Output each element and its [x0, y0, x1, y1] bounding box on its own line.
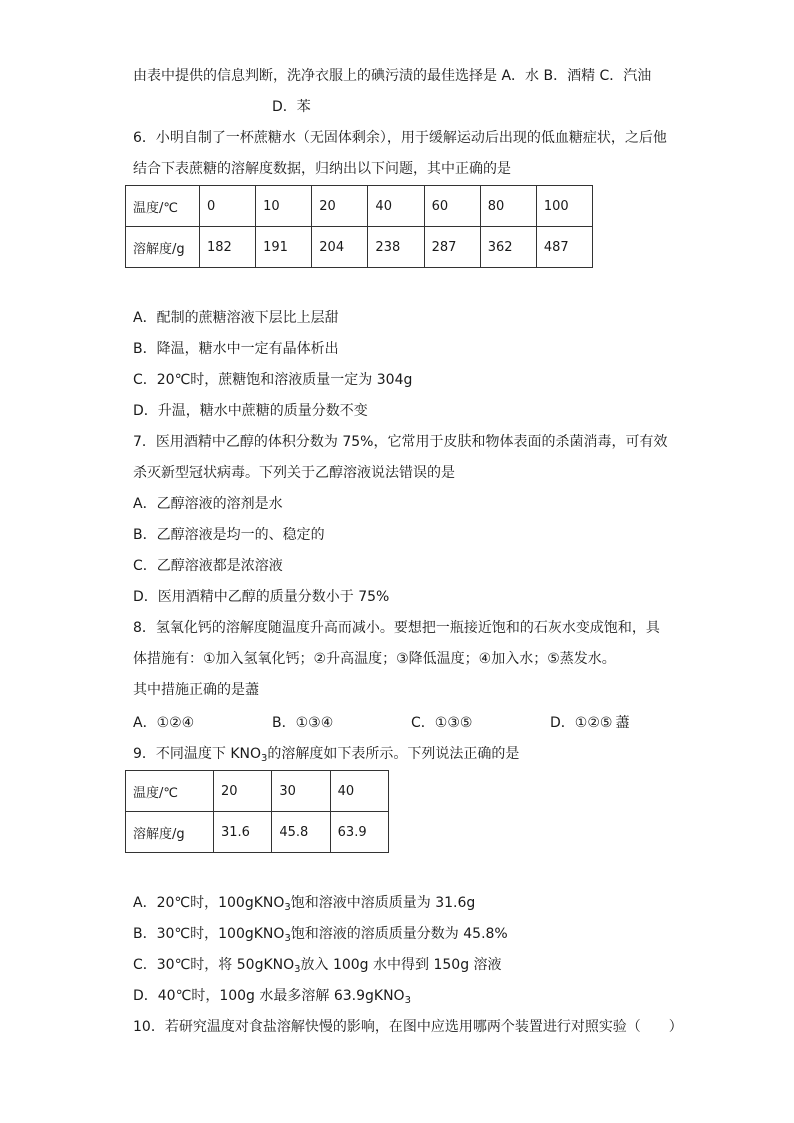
text: 放入 100g 水中得到 150g 溶液: [300, 957, 502, 973]
table-cell: 温度/℃: [126, 771, 214, 812]
table-row: [126, 771, 389, 812]
table-cell: 30: [272, 771, 330, 812]
q6-option-a: A．配制的蔗糖溶液下层比上层甜: [133, 310, 339, 326]
table-cell: 溶解度/g: [126, 227, 200, 268]
table-cell: 287: [424, 227, 480, 268]
q8-stem-line3: [133, 680, 259, 700]
table-row: [126, 812, 389, 853]
table-cell: 温度/℃: [126, 186, 200, 227]
q8-stray-mark: 藎: [615, 715, 630, 731]
text: C．30℃时，将 50gKNO: [133, 957, 295, 973]
table-cell: 10: [256, 186, 312, 227]
q8-stray-mark: 藎: [245, 682, 259, 698]
table-cell: 20: [214, 771, 272, 812]
q8-option-a: A．①②④: [133, 715, 195, 731]
q7-stem-line2: 杀灭新型冠状病毒。下列关于乙醇溶液说法错误的是: [133, 465, 455, 481]
text: 饱和溶液中溶质质量为 31.6g: [290, 895, 476, 911]
table-row: [126, 186, 593, 227]
table-cell: 182: [200, 227, 256, 268]
table-cell: 0: [200, 186, 256, 227]
table-cell: 238: [368, 227, 424, 268]
q9-option-b: [133, 924, 508, 944]
q7-stem-line1: 7．医用酒精中乙醇的体积分数为 75%，它常用于皮肤和物体表面的杀菌消毒，可有效: [133, 434, 668, 450]
table-cell: 100: [536, 186, 592, 227]
q6-stem-line1: 6．小明自制了一杯蔗糖水（无固体剩余），用于缓解运动后出现的低血糖症状，之后他: [133, 130, 667, 146]
q9-option-a: [133, 893, 475, 913]
q7-option-b: B．乙醇溶液是均一的、稳定的: [133, 527, 325, 543]
text: A．20℃时，100gKNO: [133, 895, 285, 911]
q9-stem: [133, 744, 519, 764]
q8-stem-text: 其中措施正确的是: [133, 682, 245, 698]
q9-stem-post: 的溶解度如下表所示。下列说法正确的是: [267, 746, 520, 762]
q8-stem-line1: 8．氢氧化钙的溶解度随温度升高而减小。要想把一瓶接近饱和的石灰水变成饱和，具: [133, 620, 660, 636]
table-cell: 80: [480, 186, 536, 227]
table-cell: 191: [256, 227, 312, 268]
text: B．30℃时，100gKNO: [133, 926, 285, 942]
table-cell: 63.9: [330, 812, 388, 853]
subscript: 3: [404, 995, 411, 1006]
table-cell: 40: [330, 771, 388, 812]
subscript: 3: [284, 933, 291, 944]
q6-option-d: D．升温，糖水中蔗糖的质量分数不变: [133, 403, 368, 419]
q8-stem-line2: 体措施有：①加入氢氧化钙；②升高温度；③降低温度；④加入水；⑤蒸发水。: [133, 651, 616, 667]
table-cell: 20: [312, 186, 368, 227]
table-cell: 31.6: [214, 812, 272, 853]
table-cell: 204: [312, 227, 368, 268]
q5-option-d: D．苯: [272, 99, 311, 115]
q7-option-a: A．乙醇溶液的溶剂是水: [133, 496, 283, 512]
q8-option-d: D．①②⑤: [550, 715, 613, 731]
text: 饱和溶液的溶质质量分数为 45.8%: [290, 926, 508, 942]
q7-option-d: D．医用酒精中乙醇的质量分数小于 75%: [133, 589, 390, 605]
table-cell: 40: [368, 186, 424, 227]
subscript: 3: [284, 902, 291, 913]
q5-line1: 由表中提供的信息判断，洗净衣服上的碘污渍的最佳选择是 A．水 B．酒精 C．汽油: [133, 68, 652, 84]
q8-option-b: B．①③④: [272, 715, 334, 731]
q9-option-c: [133, 955, 502, 975]
table-cell: 60: [424, 186, 480, 227]
kno3-solubility-table: [125, 770, 389, 853]
q7-option-c: C．乙醇溶液都是浓溶液: [133, 558, 283, 574]
sucrose-solubility-table: [125, 185, 593, 268]
q6-option-b: B．降温，糖水中一定有晶体析出: [133, 341, 339, 357]
table-cell: 45.8: [272, 812, 330, 853]
q8-option-c: C．①③⑤: [411, 715, 473, 731]
q10-stem: 10．若研究温度对食盐溶解快慢的影响，在图中应选用哪两个装置进行对照实验（ ）: [133, 1019, 683, 1035]
subscript: 3: [294, 964, 301, 975]
q6-stem-line2: 结合下表蔗糖的溶解度数据，归纳出以下问题，其中正确的是: [133, 161, 511, 177]
subscript: 3: [261, 753, 268, 764]
q8-options: [133, 713, 629, 733]
q9-stem-pre: 9．不同温度下 KNO: [133, 746, 262, 762]
q9-option-d: [133, 986, 411, 1006]
table-row: [126, 227, 593, 268]
table-cell: 362: [480, 227, 536, 268]
text: D．40℃时，100g 水最多溶解 63.9gKNO: [133, 988, 405, 1004]
table-cell: 487: [536, 227, 592, 268]
table-cell: 溶解度/g: [126, 812, 214, 853]
q6-option-c: C．20℃时，蔗糖饱和溶液质量一定为 304g: [133, 372, 413, 388]
